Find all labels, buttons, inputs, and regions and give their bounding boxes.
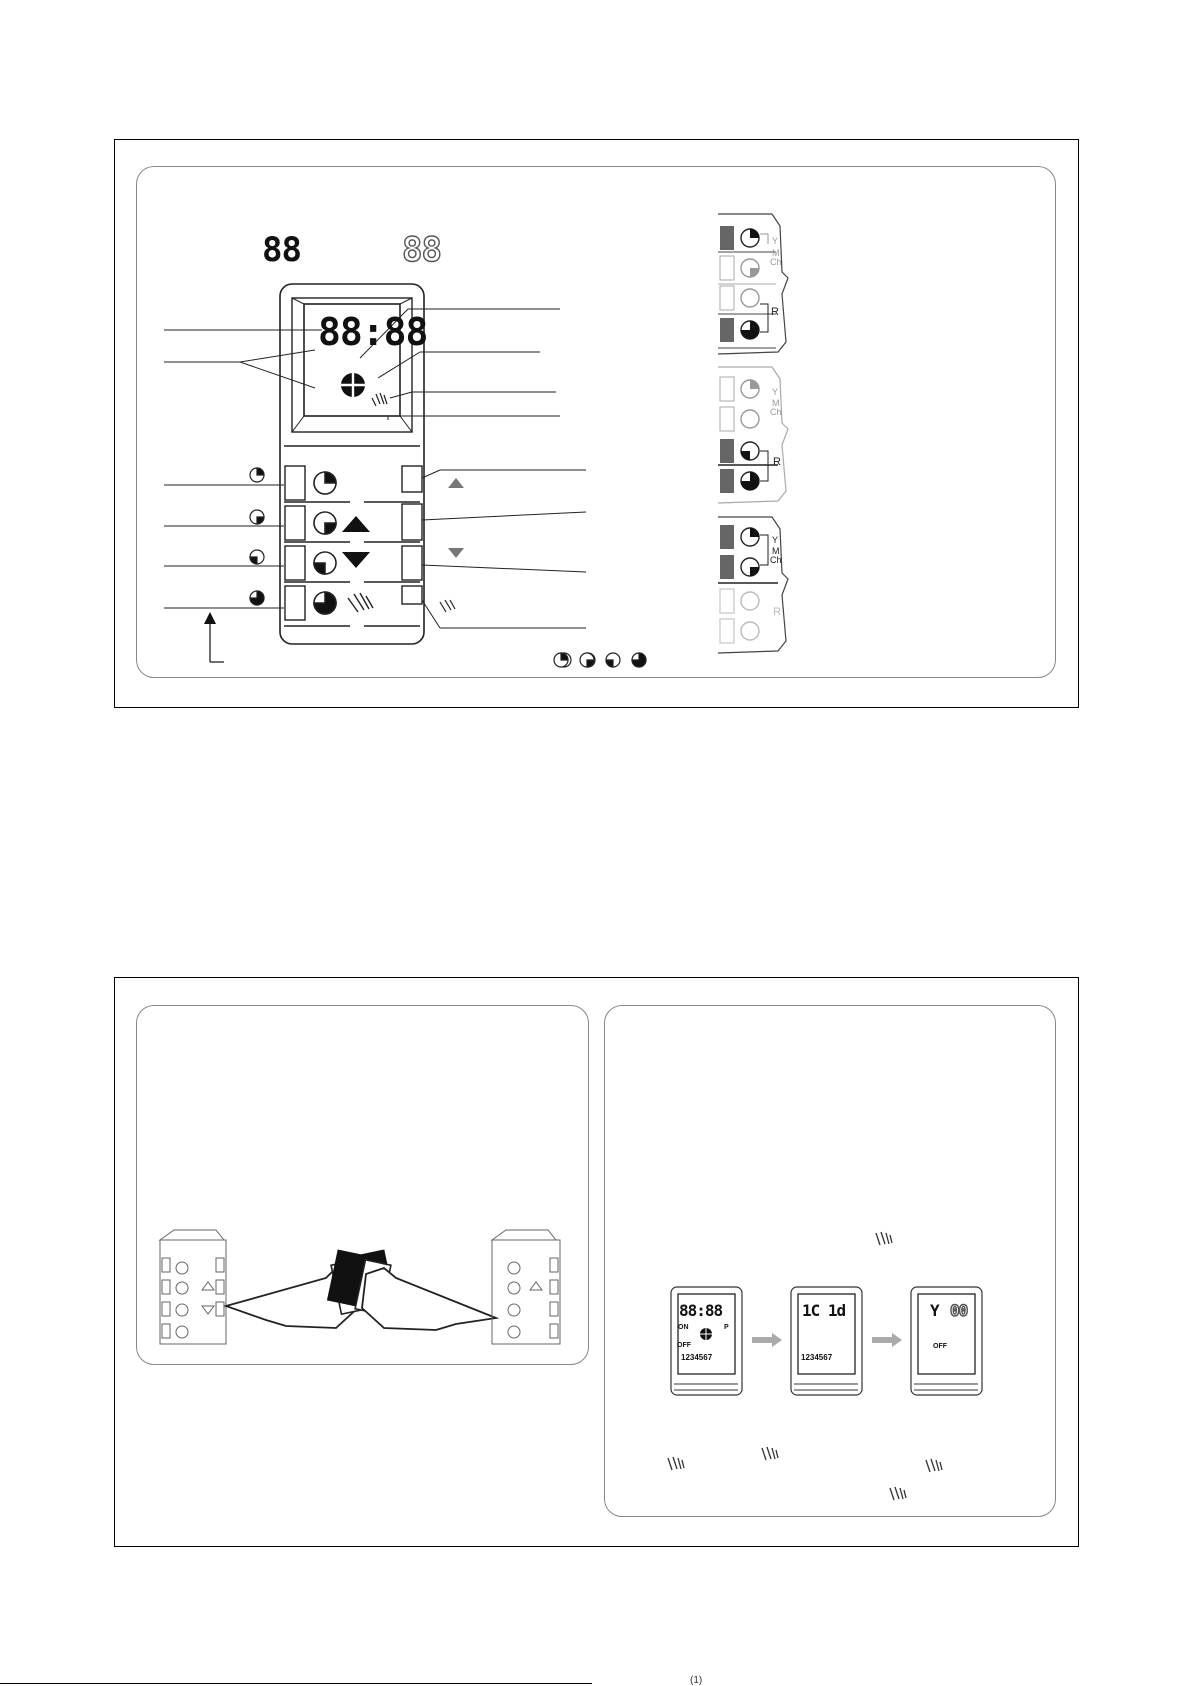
- screen1-days: 1234567: [681, 1353, 713, 1362]
- clock-quarter-icon: [314, 472, 336, 614]
- side-strip-3: [716, 515, 806, 655]
- hand-icon: [924, 1458, 946, 1481]
- arrow-right-icon: [752, 1333, 782, 1352]
- side-strip-1: [716, 212, 806, 356]
- hand-icon: [888, 1486, 910, 1509]
- strip2-letter-ch: Ch: [770, 407, 782, 417]
- hand-icon: [874, 1231, 896, 1254]
- screen1-digits: 88:88: [679, 1301, 723, 1320]
- screen-3: [910, 1286, 983, 1396]
- strip3-letter-r: R: [773, 606, 781, 618]
- screen3-off-label: OFF: [933, 1343, 947, 1350]
- strip3-letter-ch: Ch: [770, 555, 782, 565]
- footer-rule: [0, 1683, 592, 1684]
- strip1-letter-y: Y: [772, 236, 779, 246]
- bottom-right-panel: [604, 1005, 1056, 1517]
- lcd-main-readout: 88:88: [318, 310, 428, 354]
- screen1-p-label: P: [724, 1324, 729, 1331]
- strip3-letter-y: Y: [772, 535, 779, 545]
- strip2-letter-m: M: [772, 398, 780, 408]
- strip2-letter-y: Y: [772, 387, 779, 397]
- strip1-letter-ch: Ch: [770, 257, 782, 267]
- screen3-digit: Y: [930, 1301, 939, 1320]
- strip3-letter-m: M: [772, 546, 780, 556]
- arrow-right-icon: [872, 1333, 902, 1352]
- side-strip-2: [716, 365, 806, 505]
- bottom-clock-row: [551, 650, 651, 675]
- screen1-on-label: ON: [678, 1324, 689, 1331]
- screen3-outline-digits: 00: [950, 1301, 968, 1320]
- hand-icon: [666, 1456, 688, 1479]
- digits-outline: 88: [402, 230, 441, 270]
- strip1-letter-m: M: [772, 248, 780, 258]
- digits-solid: 88: [262, 230, 301, 270]
- page-mark: (1): [690, 1675, 703, 1686]
- screen2-days: 1234567: [801, 1353, 833, 1362]
- strip1-letter-r: R: [771, 306, 779, 318]
- strip2-letter-r: R: [773, 456, 781, 468]
- screen2-digits: 1C 1d: [802, 1301, 846, 1320]
- screen1-off-label: OFF: [677, 1342, 691, 1349]
- hand-icon: [362, 1268, 496, 1330]
- crosshair-icon: [341, 373, 365, 397]
- triangle-up-icon: [342, 516, 370, 532]
- hands-press-illustration: [156, 1228, 566, 1348]
- hand-icon: [760, 1446, 782, 1469]
- triangle-down-icon: [342, 552, 370, 568]
